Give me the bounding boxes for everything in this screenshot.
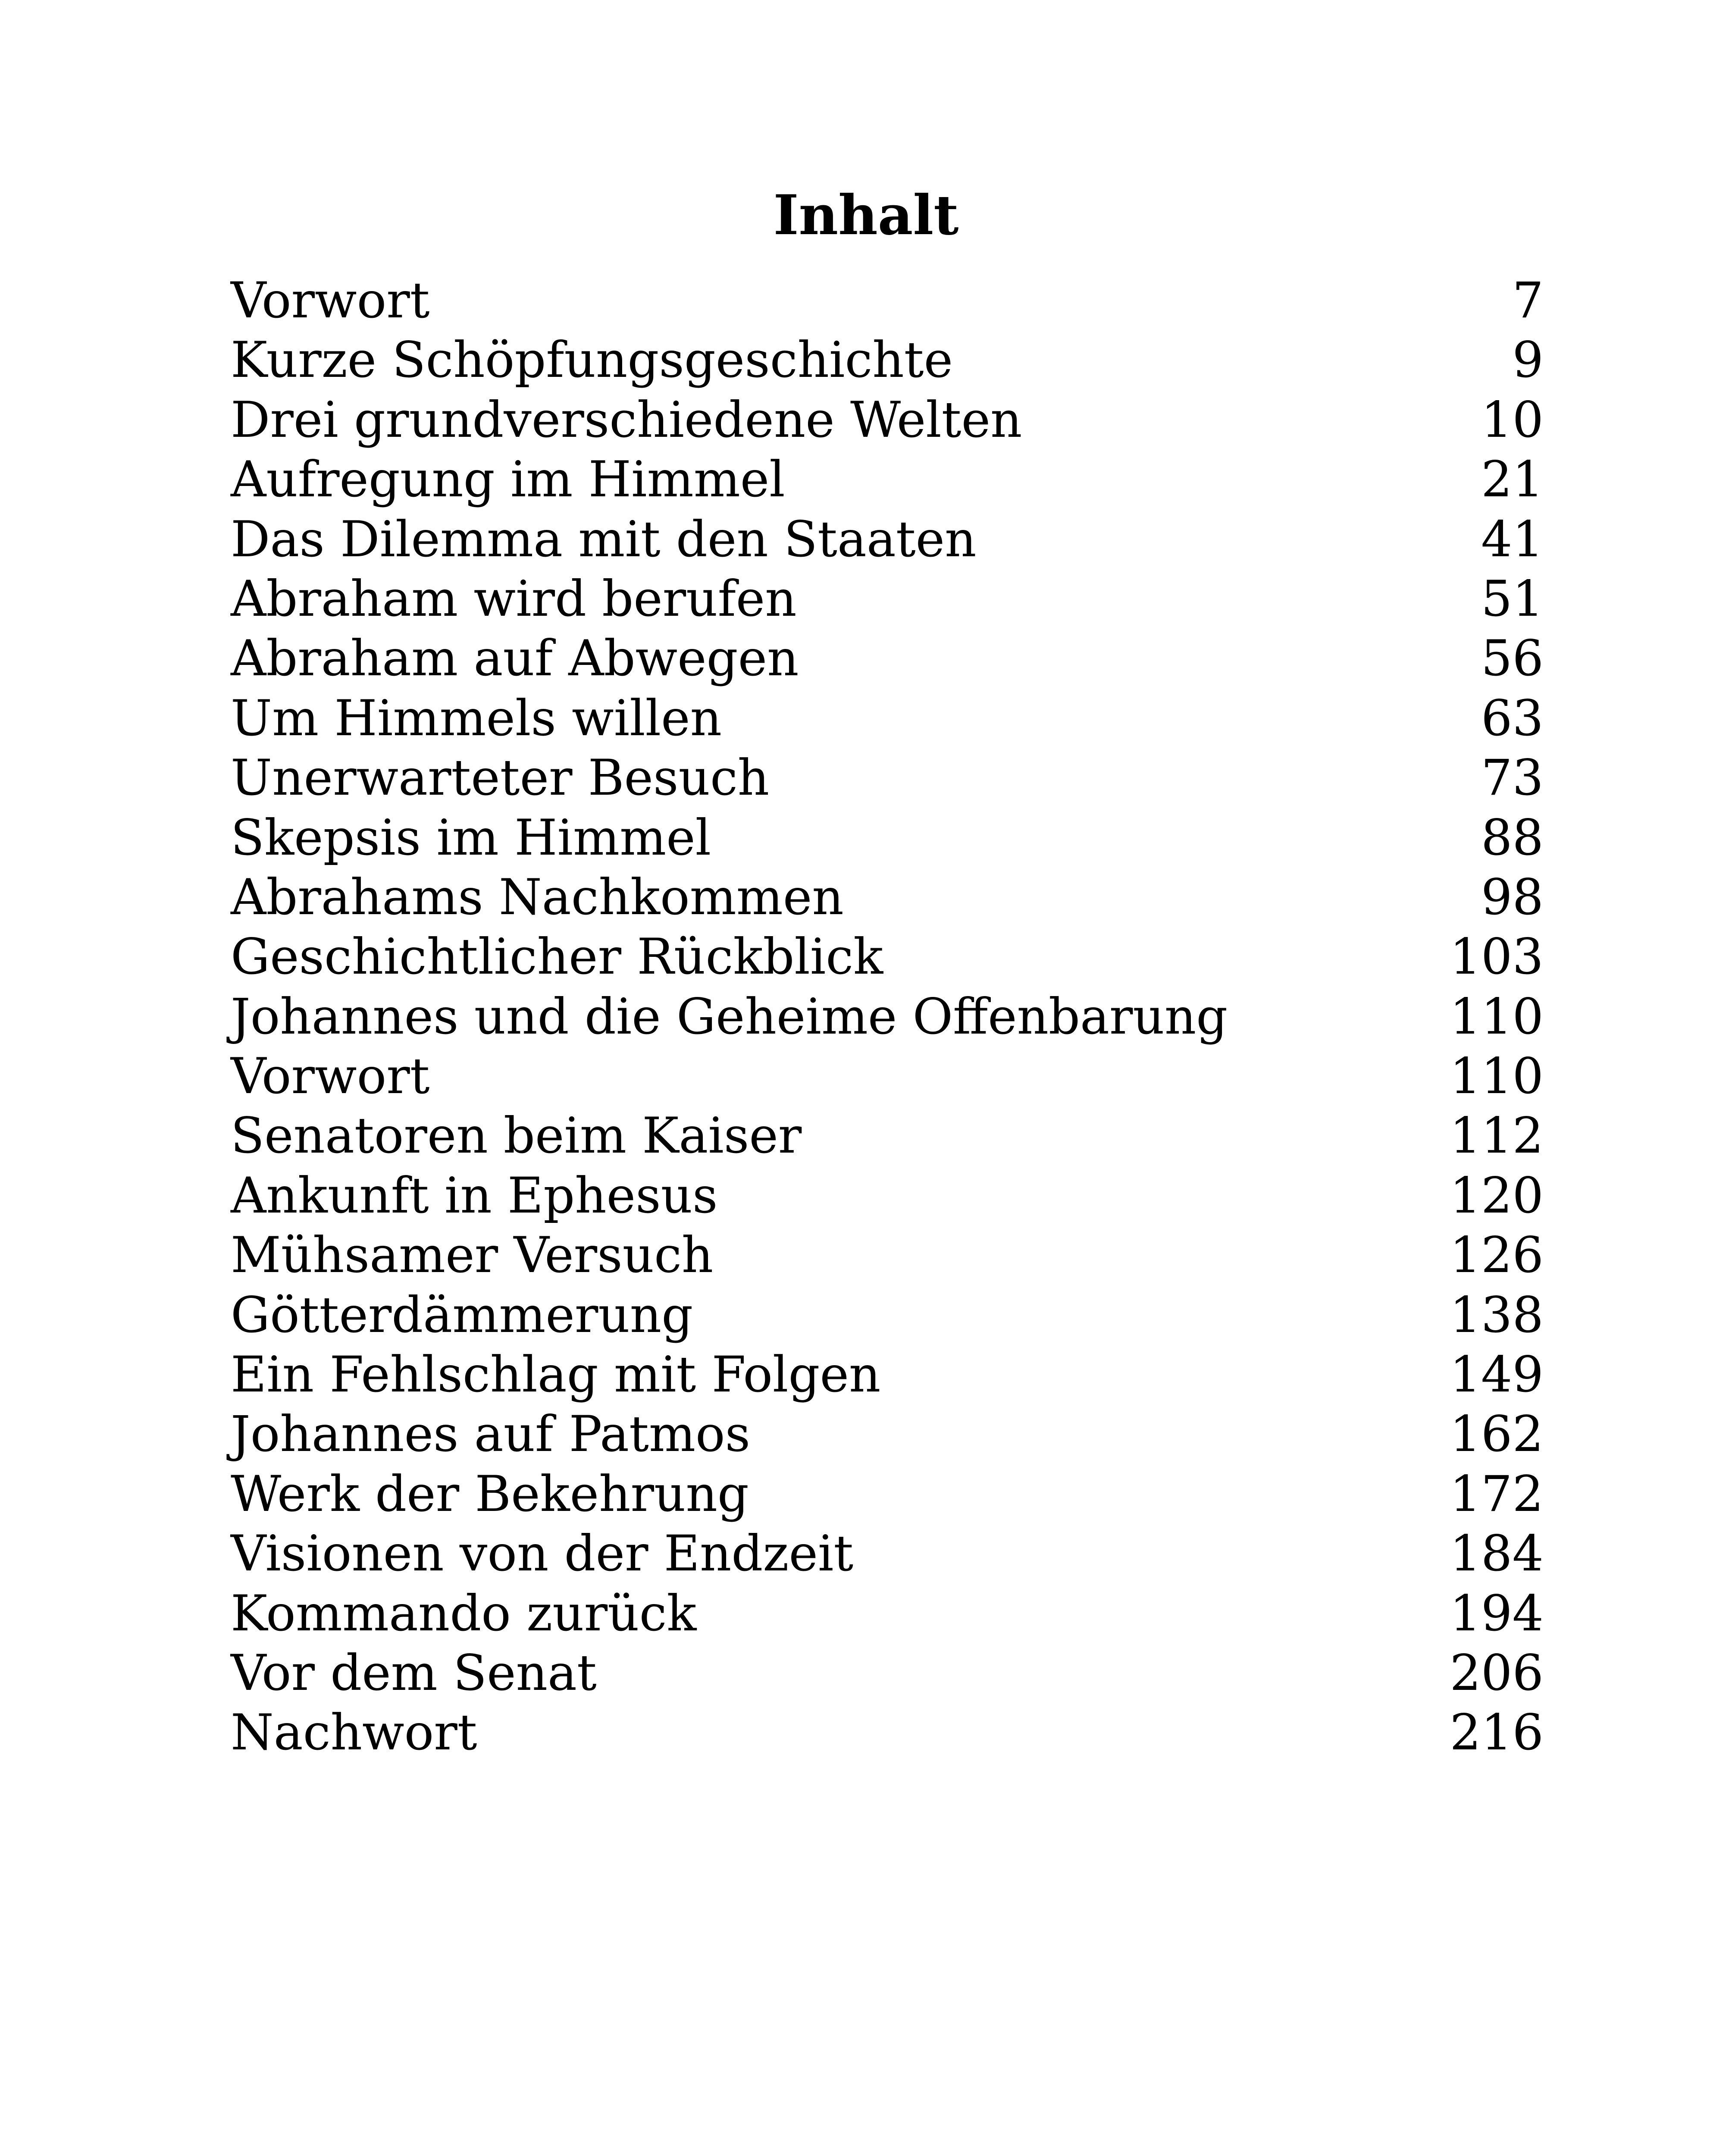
toc-entry [231,748,1544,808]
toc-entry-page-number: 149 [1450,1346,1544,1404]
toc-entry-title: Götterdämmerung [231,1286,693,1344]
toc-entry [231,689,1544,748]
toc-entry [231,569,1544,629]
toc-entry-page-number: 120 [1450,1166,1544,1224]
toc-entry [231,1524,1544,1583]
toc-entry-page-number: 88 [1481,808,1544,866]
toc-entry-page-number: 138 [1450,1286,1544,1344]
toc-entry-page-number: 126 [1450,1226,1544,1284]
toc-entry-title: Drei grundverschiedene Welten [231,391,1022,448]
toc-entry-title: Aufregung im Himmel [231,451,785,508]
toc-entry-title: Abraham wird berufen [231,570,797,627]
toc-entry-title: Johannes auf Patmos [231,1405,751,1463]
toc-entry [231,1643,1544,1703]
toc-entry [231,1464,1544,1524]
toc-entry [231,1106,1544,1166]
toc-entry-title: Um Himmels willen [231,689,722,747]
toc-entry-page-number: 56 [1481,630,1544,687]
toc-entry-page-number: 110 [1450,1047,1544,1105]
toc-entry-title: Ankunft in Ephesus [231,1166,718,1224]
toc-entry [231,1584,1544,1643]
toc-entry-page-number: 73 [1481,749,1544,807]
toc-entry-page-number: 41 [1481,510,1544,568]
toc-entry-title: Werk der Bekehrung [231,1465,749,1523]
toc-entry [231,987,1544,1047]
page-title: Inhalt [773,183,959,248]
toc-entry-title: Geschichtlicher Rückblick [231,928,883,986]
toc-entry [231,1345,1544,1404]
toc-entry-title: Nachwort [231,1704,477,1761]
toc-entry-title: Das Dilemma mit den Staaten [231,510,977,568]
toc-entry-title: Senatoren beim Kaiser [231,1107,802,1165]
toc-entry [231,450,1544,509]
toc-entry-page-number: 162 [1450,1405,1544,1463]
toc-entry [231,1703,1544,1762]
toc-entry-page-number: 21 [1481,451,1544,508]
toc-entry [231,1225,1544,1285]
toc-entry [231,510,1544,569]
toc-entry [231,927,1544,987]
toc-entry-page-number: 172 [1450,1465,1544,1523]
toc-entry-page-number: 63 [1481,689,1544,747]
toc-entry [231,330,1544,390]
toc-entry [231,1285,1544,1345]
toc-entry-page-number: 206 [1450,1644,1544,1702]
toc-entry-title: Kurze Schöpfungsgeschichte [231,331,953,389]
toc-entry-title: Visionen von der Endzeit [231,1525,854,1583]
toc-entry-page-number: 103 [1450,928,1544,986]
toc-entry [231,1404,1544,1464]
toc-entry-title: Abraham auf Abwegen [231,630,799,687]
toc-entry-page-number: 51 [1481,570,1544,627]
toc-entry-title: Abrahams Nachkommen [231,868,844,926]
toc-entry-page-number: 98 [1481,868,1544,926]
toc-entry-title: Kommando zurück [231,1584,697,1642]
toc-entry-page-number: 10 [1481,391,1544,448]
toc-entry [231,390,1544,450]
toc-entry-title: Unerwarteter Besuch [231,749,770,807]
toc-entry-page-number: 112 [1450,1107,1544,1165]
toc-entry-page-number: 110 [1450,987,1544,1045]
toc-entry-title: Skepsis im Himmel [231,808,711,866]
toc-entry [231,868,1544,927]
toc-entry-title: Mühsamer Versuch [231,1226,714,1284]
toc-entry-title: Vorwort [231,272,430,329]
toc-entry-title: Vor dem Senat [231,1644,597,1702]
toc-entry [231,629,1544,688]
toc-entry-title: Vorwort [231,1047,430,1105]
toc-entry-page-number: 194 [1450,1584,1544,1642]
table-of-contents [231,271,1544,1763]
toc-entry [231,1166,1544,1225]
toc-entry-page-number: 184 [1450,1525,1544,1583]
toc-entry-title: Ein Fehlschlag mit Folgen [231,1346,881,1404]
toc-entry-title: Johannes und die Geheime Offenbarung [231,987,1228,1045]
toc-entry-page-number: 9 [1512,331,1544,389]
toc-entry [231,808,1544,868]
toc-entry-page-number: 216 [1450,1704,1544,1761]
toc-entry [231,271,1544,330]
toc-entry-page-number: 7 [1512,272,1544,329]
toc-entry [231,1047,1544,1106]
